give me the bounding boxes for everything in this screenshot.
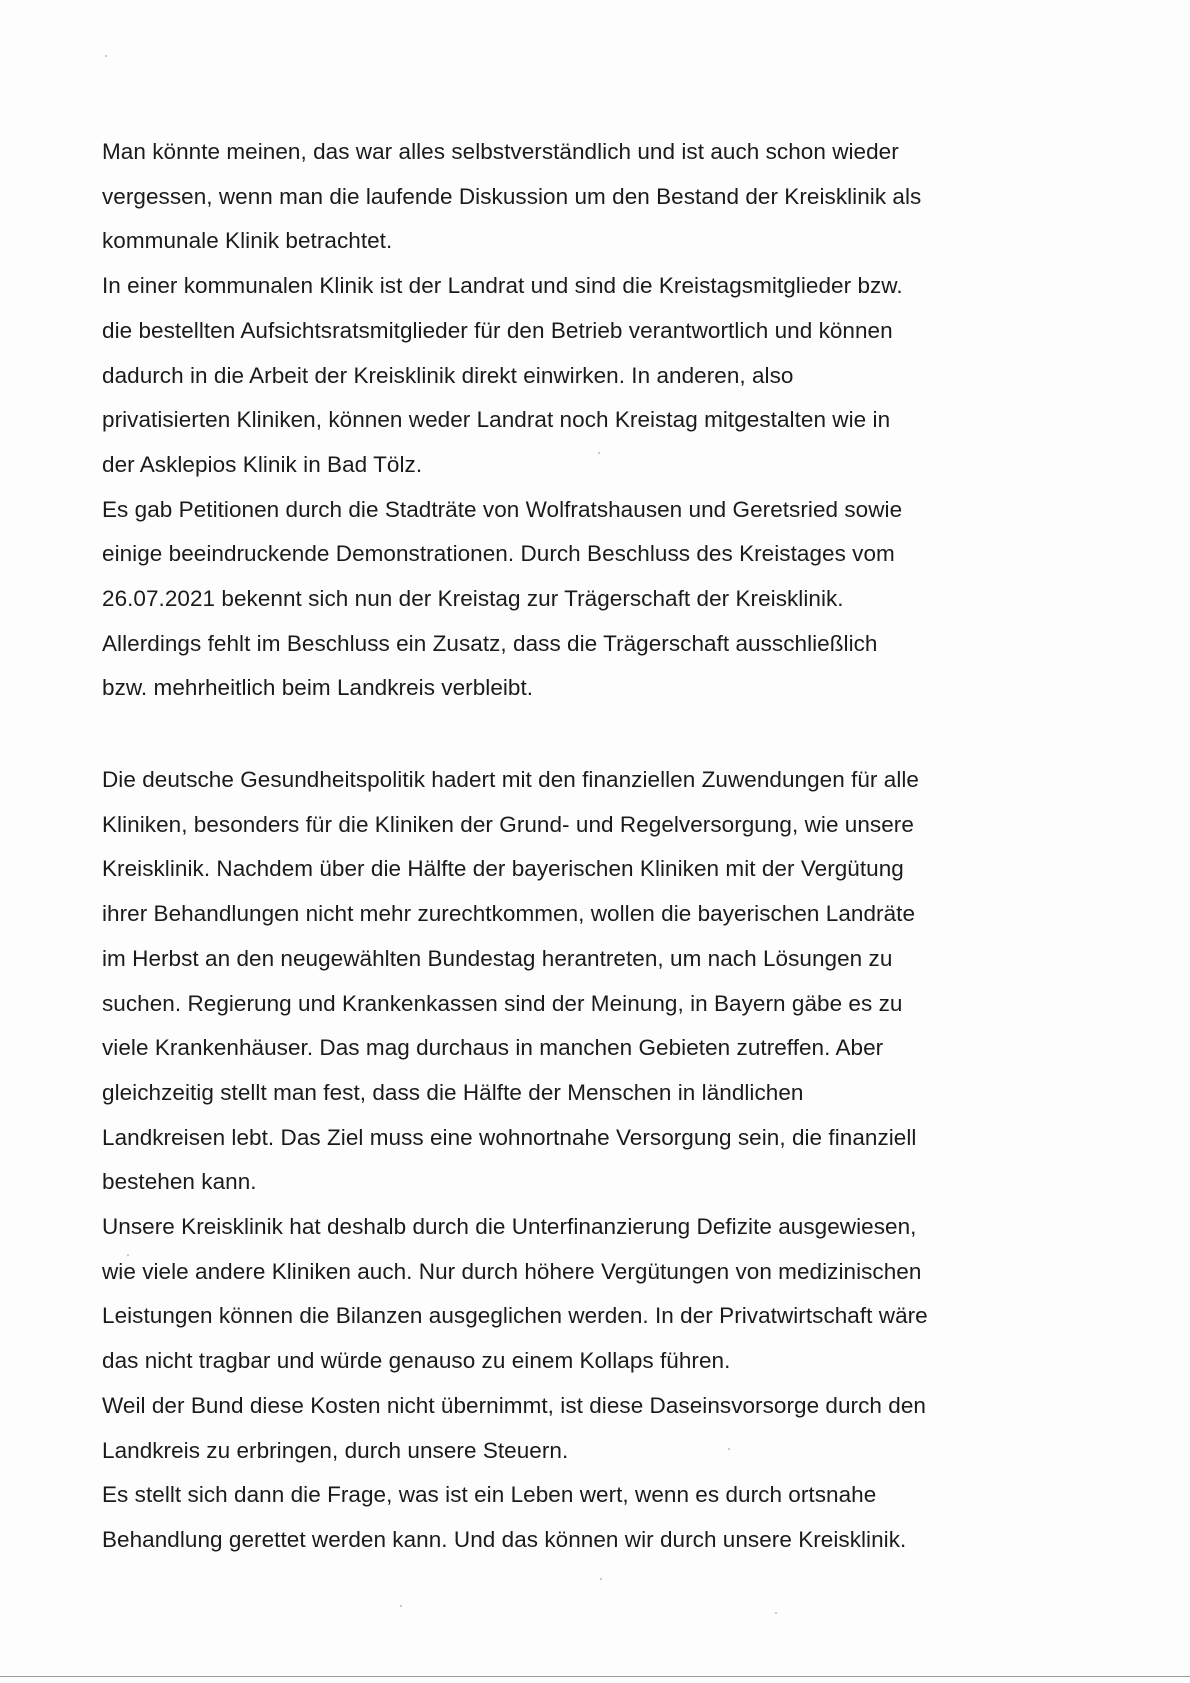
text-line: das nicht tragbar und würde genauso zu einem Kollaps führen. [102, 1348, 731, 1374]
text-line: suchen. Regierung und Krankenkassen sind der Meinung, in Bayern gäbe es zu [102, 990, 903, 1016]
text-line: Landkreis zu erbringen, durch unsere Steuern. [102, 1437, 569, 1463]
text-line: kommunale Klinik betrachtet. [102, 228, 393, 254]
scan-speck [728, 1448, 730, 1450]
text-line: vergessen, wenn man die laufende Diskussion um den Bestand der Kreisklinik als [102, 183, 922, 209]
text-line: Leistungen können die Bilanzen ausgeglichen werden. In der Privatwirtschaft wäre [102, 1303, 928, 1329]
text-line: Landkreisen lebt. Das Ziel muss eine wohnortnahe Versorgung sein, die finanziell [102, 1124, 917, 1150]
text-line: Es stellt sich dann die Frage, was ist ein Leben wert, wenn es durch ortsnahe [102, 1482, 877, 1508]
text-line: Unsere Kreisklinik hat deshalb durch die Unterfinanzierung Defizite ausgewiesen, [102, 1214, 917, 1240]
text-line: ihrer Behandlungen nicht mehr zurechtkommen, wollen die bayerischen Landräte [102, 901, 916, 927]
text-line: die bestellten Aufsichtsratsmitglieder für den Betrieb verantwortlich und können [102, 317, 893, 343]
paragraph-block-gesundheitspolitik [102, 758, 1062, 1563]
text-line: Weil der Bund diese Kosten nicht übernimmt, ist diese Daseinsvorsorge durch den [102, 1392, 926, 1418]
scan-speck [127, 1254, 129, 1256]
text-line: dadurch in die Arbeit der Kreisklinik direkt einwirken. In anderen, also [102, 362, 794, 388]
text-line: im Herbst an den neugewählten Bundestag herantreten, um nach Lösungen zu [102, 945, 893, 971]
scan-speck [775, 1612, 777, 1614]
scan-speck [105, 55, 107, 57]
text-line: gleichzeitig stellt man fest, dass die Hälfte der Menschen in ländlichen [102, 1079, 804, 1105]
text-line: In einer kommunalen Klinik ist der Landrat und sind die Kreistagsmitglieder bzw. [102, 273, 903, 299]
text-line: Kliniken, besonders für die Kliniken der Grund- und Regelversorgung, wie unsere [102, 811, 914, 837]
scan-speck [400, 1605, 402, 1607]
text-line: privatisierten Kliniken, können weder Landrat noch Kreistag mitgestalten wie in [102, 407, 891, 433]
text-line: der Asklepios Klinik in Bad Tölz. [102, 451, 423, 477]
text-line: Behandlung gerettet werden kann. Und das können wir durch unsere Kreisklinik. [102, 1526, 907, 1552]
text-line: bzw. mehrheitlich beim Landkreis verbleibt. [102, 675, 534, 701]
text-line: Allerdings fehlt im Beschluss ein Zusatz, dass die Trägerschaft ausschließlich [102, 630, 878, 656]
scan-speck [598, 452, 600, 454]
text-line: Man könnte meinen, das war alles selbstverständlich und ist auch schon wieder [102, 139, 899, 164]
scan-speck [600, 1578, 602, 1580]
text-line: 26.07.2021 bekennt sich nun der Kreistag zur Trägerschaft der Kreisklinik. [102, 586, 844, 612]
text-line: wie viele andere Kliniken auch. Nur durch höhere Vergütungen von medizinischen [102, 1258, 922, 1284]
text-line: Es gab Petitionen durch die Stadträte von Wolfratshausen und Geretsried sowie [102, 496, 903, 522]
scan-edge-line [0, 1676, 1190, 1677]
text-line: einige beeindruckende Demonstrationen. Durch Beschluss des Kreistages vom [102, 541, 895, 567]
text-line: viele Krankenhäuser. Das mag durchaus in manchen Gebieten zutreffen. Aber [102, 1035, 884, 1061]
text-line: Kreisklinik. Nachdem über die Hälfte der bayerischen Kliniken mit der Vergütung [102, 856, 904, 882]
paragraph-block-kreisklinik-traegerschaft [102, 130, 1062, 711]
text-line: Die deutsche Gesundheitspolitik hadert mit den finanziellen Zuwendungen für alle [102, 767, 919, 792]
text-line: bestehen kann. [102, 1169, 257, 1195]
